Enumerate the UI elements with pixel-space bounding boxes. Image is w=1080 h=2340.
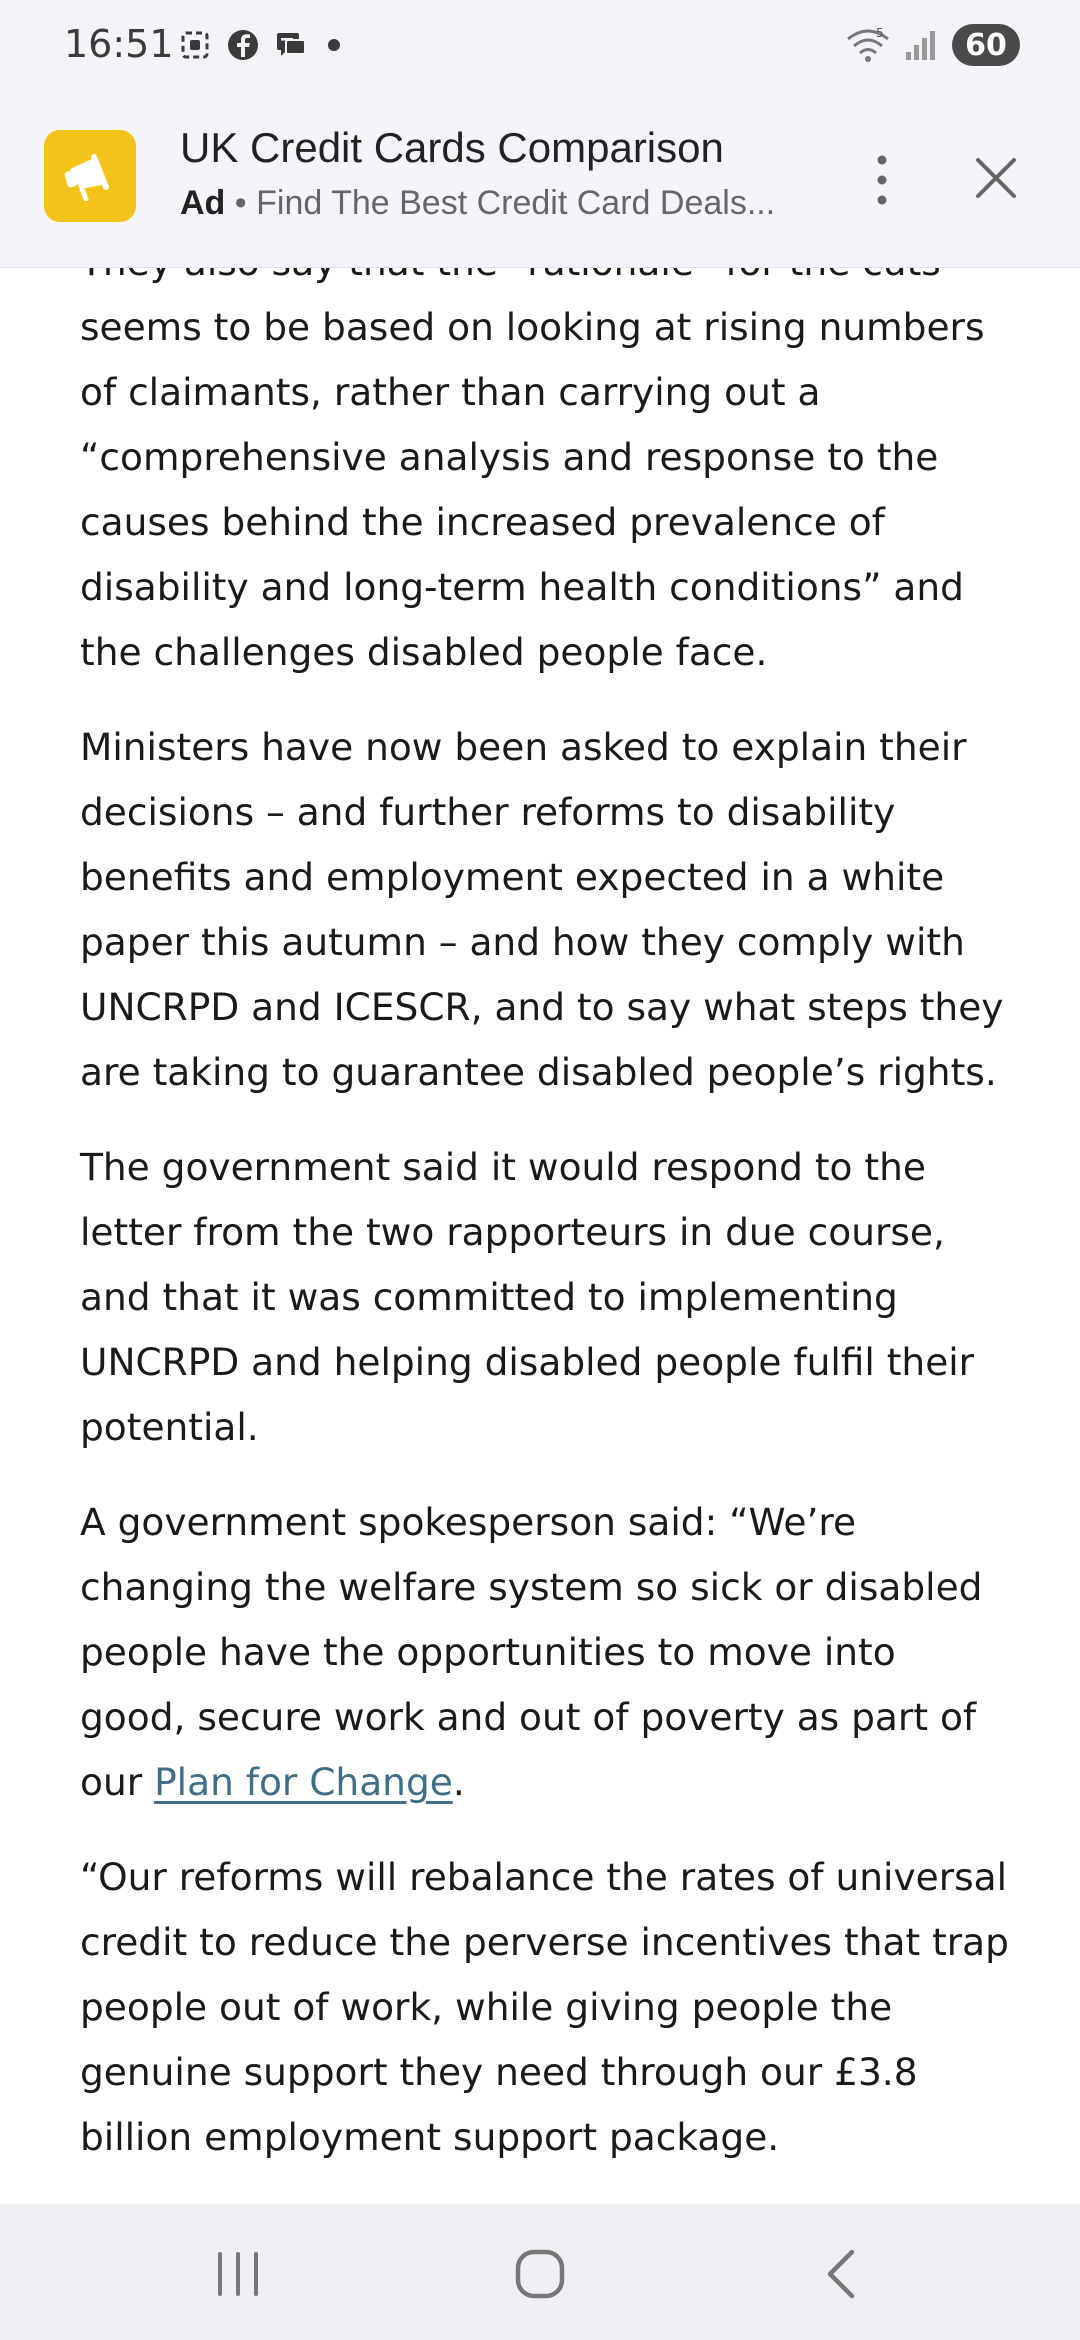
facebook-icon — [226, 28, 260, 62]
article-paragraph: The government said it would respond to the letter from the two rapporteurs in due course, and that it was committed to implementing UNCRPD and helping disabled people fulfil their potential. — [80, 1145, 975, 1449]
wifi-icon — [846, 25, 890, 65]
article-paragraph — [80, 1490, 1010, 1815]
status-bar — [0, 0, 1080, 84]
battery-level: 60 — [965, 27, 1007, 63]
more-vertical-icon[interactable] — [870, 150, 894, 210]
paragraph-text: A government spokesperson said: “We’re changing the welfare system so sick or disabled people have the opportunities to move into good, secure work and out of poverty as part of our — [80, 1500, 983, 1804]
plan-for-change-link[interactable]: Plan for Change — [154, 1760, 453, 1804]
ad-subtitle[interactable] — [180, 184, 775, 223]
paragraph-text: . — [452, 1760, 465, 1804]
messenger-icon — [274, 28, 308, 62]
status-time: 16:51 — [64, 22, 174, 66]
svg-text:5: 5 — [876, 26, 884, 40]
article-paragraph: seems to be based on looking at rising numbers of claimants, rather than carrying out a “comprehensive analysis and response to the causes behind the increased prevalence of disability and long-term health conditions” and the challenges disabled people face. — [80, 305, 985, 674]
ad-logo[interactable] — [44, 130, 136, 222]
article-body — [80, 268, 1010, 2200]
megaphone-icon — [62, 151, 118, 201]
signal-icon — [904, 28, 938, 62]
article-paragraph: “Our reforms will rebalance the rates of universal credit to reduce the perverse incentives that trap people out of work, while giving people the genuine support they need through our £3.8 billion employment support package. — [80, 1855, 1009, 2159]
back-icon[interactable] — [812, 2244, 872, 2304]
screenshot-icon — [178, 28, 212, 62]
article-paragraph: Ministers have now been asked to explain their decisions – and further reforms to disability benefits and employment expected in a white paper this autumn – and how they comply with UNCRPD and ICESCR, and to say what steps they are taking to guarantee disabled people’s rights. — [80, 725, 1004, 1094]
ad-label: Ad — [180, 184, 226, 222]
ad-title[interactable]: UK Credit Cards Comparison — [180, 124, 724, 171]
close-icon[interactable] — [972, 154, 1020, 202]
status-icons-left — [178, 28, 340, 62]
ad-banner[interactable] — [0, 84, 1080, 268]
ad-description: • Find The Best Credit Card Deals... — [225, 184, 776, 222]
navigation-bar — [0, 2204, 1080, 2340]
notification-dot — [328, 39, 340, 51]
home-icon[interactable] — [510, 2244, 570, 2304]
recent-apps-icon[interactable] — [208, 2244, 268, 2304]
battery-icon — [952, 24, 1020, 66]
status-icons-right — [846, 24, 1020, 66]
